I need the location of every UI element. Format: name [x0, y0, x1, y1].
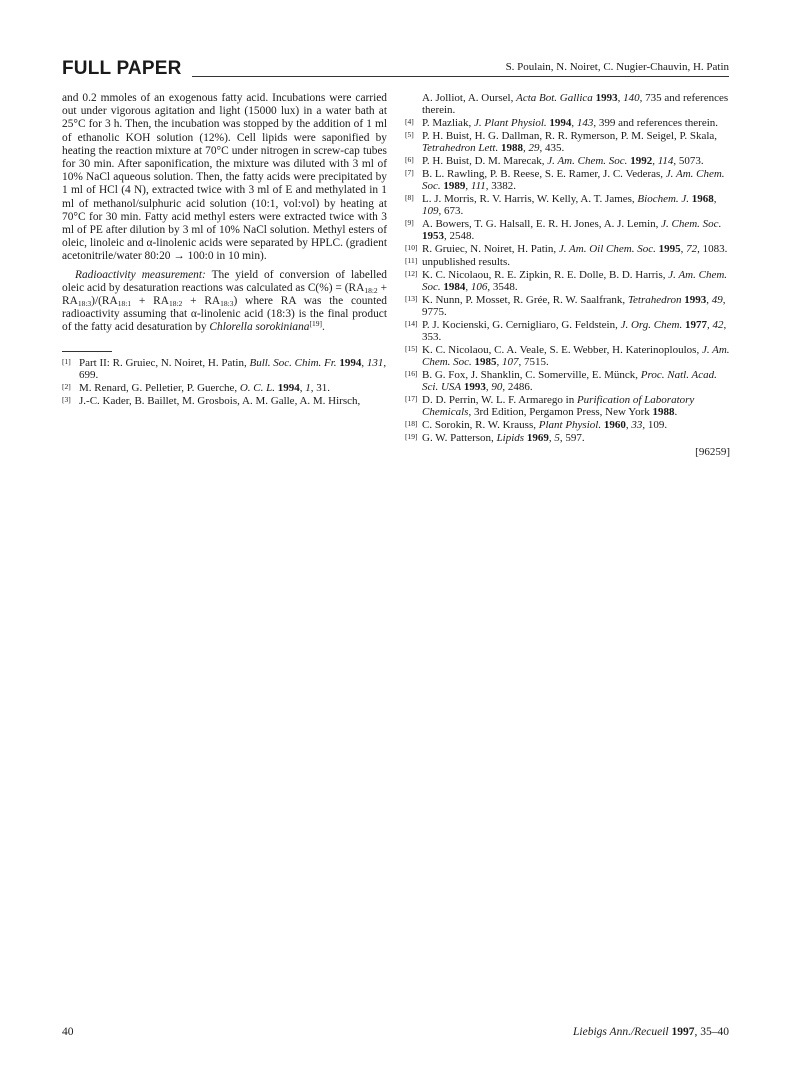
reference-number: [11] — [405, 256, 418, 265]
reference-number: [3] — [62, 394, 71, 404]
page-header — [62, 58, 729, 82]
reference-item: [5] P. H. Buist, H. G. Dallman, R. R. Rymerson, P. M. Seigel, P. Skala, Tetrahedron Lett. 1988, 29, 435. — [405, 130, 718, 154]
manuscript-code: [96259] — [695, 446, 730, 458]
reference-number: [9] — [405, 218, 414, 227]
reference-number: [12] — [405, 269, 418, 278]
reference-item: [7] B. L. Rawling, P. B. Reese, S. E. Ramer, J. C. Vederas, J. Am. Chem. Soc. 1989, 111, 3382. — [405, 168, 725, 192]
reference-number: [18] — [405, 419, 418, 428]
body-paragraph: and 0.2 mmoles of an exogenous fatty acid. Incubations were carried out under vigorous agitation and light (15000 lux) in a water bath at 25°C for 3 h. Then, the incubation was stopped by the addition of 1 ml of ethanolic KOH solution (12%). Cell lipids were saponified by heating the reaction mixture at 70°C under nitrogen in screw-cap tubes for 30 min. After saponification, the mixture was diluted with 3 ml of 10% NaCl aqueous solution. Then, the fatty acids were precipitated by 1 ml of HCl (4 N), extracted twice with 3 ml of E and methylated in 1 ml of methanol/sulphuric acid solution (10:1, vol:vol) by heating at 70°C for 30 min. Fatty acid methyl esters were extracted twice with 3 ml of PE after dilution by 3 ml of 10% NaCl solution. Methyl esters of oleic, linoleic and α-linolenic acids were separated by HPLC. (gradient acetonitrile/water 80:20 → 100:0 in 10 min). — [62, 92, 387, 263]
reference-item: [2] M. Renard, G. Pelletier, P. Guerche, O. C. L. 1994, 1, 31. — [62, 381, 331, 394]
left-column — [62, 92, 387, 408]
reference-number: [6] — [405, 155, 414, 164]
reference-number: [1] — [62, 356, 71, 366]
page-number: 40 — [62, 1026, 74, 1038]
reference-item: [14] P. J. Kocienski, G. Cernigliaro, G. Feldstein, J. Org. Chem. 1977, 42, 353. — [405, 319, 727, 343]
reference-item: [16] B. G. Fox, J. Shanklin, C. Somerville, E. Münck, Proc. Natl. Acad. Sci. USA 1993, 90, 2486. — [405, 369, 717, 393]
right-column — [405, 92, 730, 459]
reference-item: [11] unpublished results. — [405, 256, 510, 268]
citation: [19] — [309, 319, 322, 329]
reference-item: [8] L. J. Morris, R. V. Harris, W. Kelly, A. T. James, Biochem. J. 1968, 109, 673. — [405, 193, 717, 217]
reference-item: [13] K. Nunn, P. Mosset, R. Grée, R. W. Saalfrank, Tetrahedron 1993, 49, 9775. — [405, 294, 726, 318]
reference-number: [2] — [62, 381, 71, 391]
reference-item: [15] K. C. Nicolaou, C. A. Veale, S. E. Webber, H. Katerinoploulos, J. Am. Chem. Soc. 1985, 107, 7515. — [405, 344, 730, 368]
body-paragraph-radioactivity: Radioactivity measurement: The yield of conversion of labelled oleic acid by desaturation reactions was calculated as $C(\%) = (RA_{18:2} + RA_{18:3})/(RA_{18:1} + RA_{18:2} + RA_{18:3})$ where RA was the counted radioactivity assuming that α-linolenic acid (18:3) is the final product of the fatty acid desaturation by Chlorella sorokiniana[19]. — [62, 268, 388, 334]
reference-item: [18] C. Sorokin, R. W. Krauss, Plant Physiol. 1960, 33, 109. — [405, 419, 668, 431]
section-kicker: FULL PAPER — [62, 58, 182, 79]
reference-item: [19] G. W. Patterson, Lipids 1969, 5, 597. — [405, 432, 585, 444]
journal-citation: Liebigs Ann./Recueil 1997, 35–40 — [573, 1026, 729, 1038]
references-left — [62, 357, 387, 407]
reference-number: [10] — [405, 243, 418, 252]
reference-number: [4] — [405, 117, 414, 126]
reference-number: [14] — [405, 319, 418, 328]
reference-item: A. Jolliot, A. Oursel, Acta Bot. Gallica 1993, 140, 735 and references therein. — [422, 92, 729, 116]
reference-item: [12] K. C. Nicolaou, R. E. Zipkin, R. E. Dolle, B. D. Harris, J. Am. Chem. Soc. 1984, 106, 3548. — [405, 269, 728, 293]
reference-item: [17] D. D. Perrin, W. L. F. Armarego in Purification of Laboratory Chemicals, 3rd Edition, Pergamon Press, New York 1988. — [405, 394, 695, 418]
reference-number: [5] — [405, 130, 414, 139]
reference-item: [3] J.-C. Kader, B. Baillet, M. Grosbois, A. M. Galle, A. M. Hirsch, — [62, 394, 361, 407]
reference-number: [17] — [405, 394, 418, 403]
footnote-rule — [62, 351, 112, 352]
reference-number: [15] — [405, 344, 418, 353]
header-rule — [192, 76, 729, 77]
reference-number: [7] — [405, 168, 414, 177]
reference-item: [4] P. Mazliak, J. Plant Physiol. 1994, 143, 399 and references therein. — [405, 117, 719, 129]
running-authors: S. Poulain, N. Noiret, C. Nugier-Chauvin, H. Patin — [500, 61, 729, 73]
references-right — [405, 92, 730, 444]
species-name: Chlorella sorokiniana — [209, 321, 310, 334]
paragraph-heading: Radioactivity measurement: — [75, 268, 206, 281]
reference-number: [19] — [405, 432, 418, 441]
reference-number: [13] — [405, 294, 418, 303]
reference-item: [1] Part II: R. Gruiec, N. Noiret, H. Patin, Bull. Soc. Chim. Fr. 1994, 131, 699. — [62, 356, 387, 381]
reference-number: [8] — [405, 193, 414, 202]
reference-item: [6] P. H. Buist, D. M. Marecak, J. Am. Chem. Soc. 1992, 114, 5073. — [405, 155, 704, 167]
reference-number: [16] — [405, 369, 418, 378]
reference-item: [10] R. Gruiec, N. Noiret, H. Patin, J. Am. Oil Chem. Soc. 1995, 72, 1083. — [405, 243, 728, 255]
reference-item: [9] A. Bowers, T. G. Halsall, E. R. H. Jones, A. J. Lemin, J. Chem. Soc. 1953, 2548. — [405, 218, 722, 242]
